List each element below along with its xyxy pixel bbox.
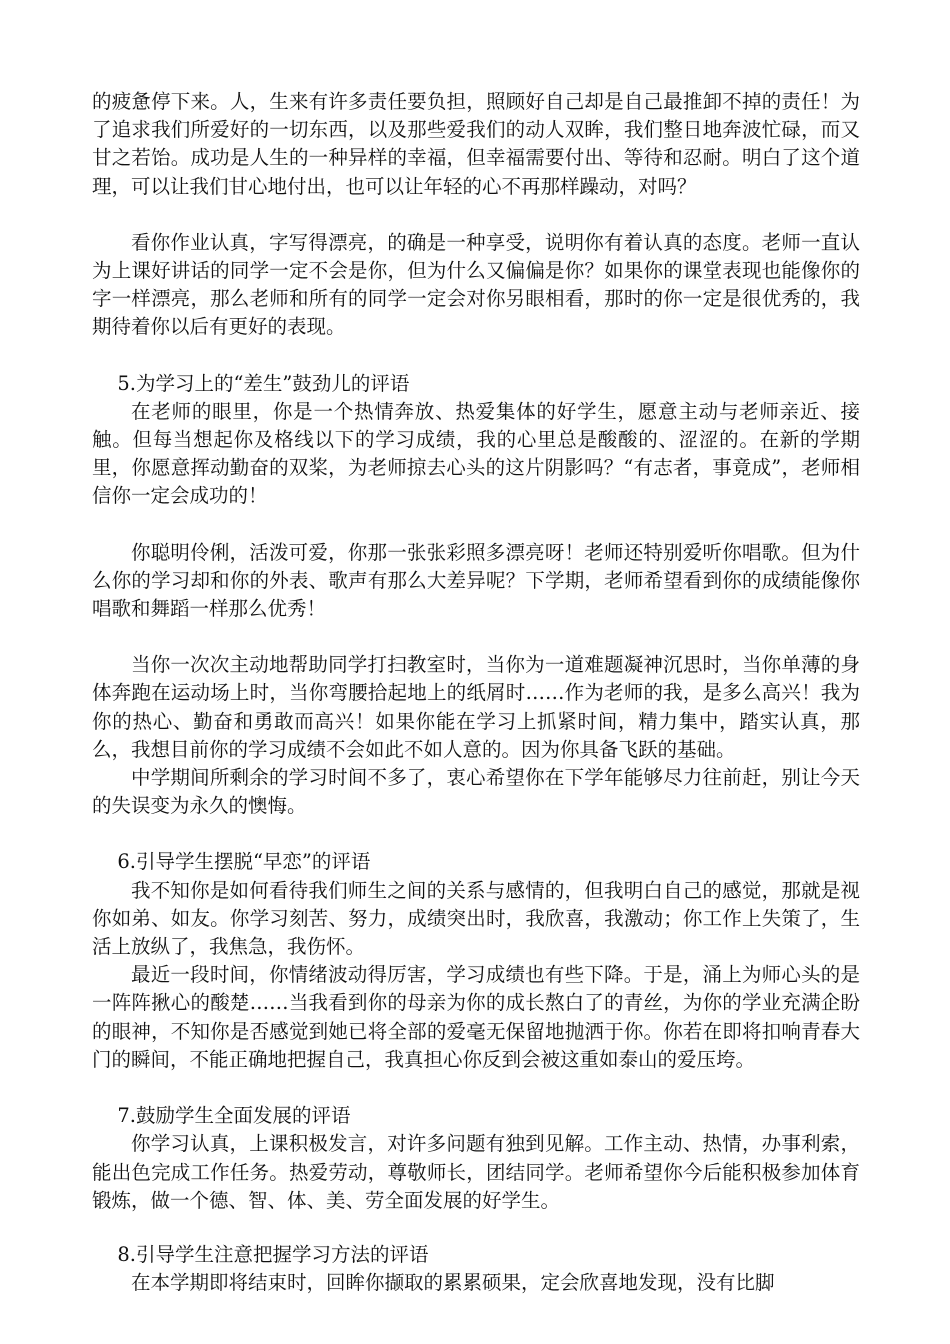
- paragraph: 中学期间所剩余的学习时间不多了，衷心希望你在下学年能够尽力往前赶，别让今天的失误变为永久的懊悔。: [92, 766, 860, 818]
- paragraph: 你学习认真，上课积极发言，对许多问题有独到见解。工作主动、热情，办事利索，能出色完成工作任务。热爱劳动，尊敬师长，团结同学。老师希望你今后能积极参加体育锻炼，做一个德、智、体、美、劳全面发展的好学生。: [92, 1132, 860, 1212]
- paragraph: 的疲惫停下来。人，生来有许多责任要负担，照顾好自己却是自己最推卸不掉的责任！为了追求我们所爱好的一切东西，以及那些爱我们的动人双眸，我们整日地奔波忙碌，而又甘之若饴。成功是人生的一种异样的幸福，但幸福需要付出、等待和忍耐。明白了这个道理，可以让我们甘心地付出，也可以让年轻的心不再那样躁动，对吗？: [92, 90, 860, 198]
- paragraph: 你聪明伶俐，活泼可爱，你那一张张彩照多漂亮呀！老师还特别爱听你唱歌。但为什么你的学习却和你的外表、歌声有那么大差异呢？下学期，老师希望看到你的成绩能像你唱歌和舞蹈一样那么优秀！: [92, 540, 860, 621]
- paragraph: 我不知你是如何看待我们师生之间的关系与感情的，但我明白自己的感觉，那就是视你如弟、如友。你学习刻苦、努力，成绩突出时，我欣喜，我激动；你工作上失策了，生活上放纵了，我焦急，我伤怀。: [92, 878, 860, 959]
- paragraph: 当你一次次主动地帮助同学打扫教室时，当你为一道难题凝神沉思时，当你单薄的身体奔跑在运动场上时，当你弯腰拾起地上的纸屑时……作为老师的我，是多么高兴！我为你的热心、勤奋和勇敢而高兴！如果你能在学习上抓紧时间，精力集中，踏实认真，那么，我想目前你的学习成绩不会如此不如人意的。因为你具备飞跃的基础。: [92, 653, 860, 761]
- paragraph: 看你作业认真，字写得漂亮，的确是一种享受，说明你有着认真的态度。老师一直认为上课好讲话的同学一定不会是你，但为什么又偏偏是你？如果你的课堂表现也能像你的字一样漂亮，那么老师和所有的同学一定会对你另眼相看，那时的你一定是很优秀的，我期待着你以后有更好的表现。: [92, 230, 860, 339]
- section-heading: 8.引导学生注意把握学习方法的评语: [117, 1242, 429, 1266]
- paragraph: 在本学期即将结束时，回眸你撷取的累累硕果，定会欣喜地发现，没有比脚: [131, 1271, 775, 1295]
- section-heading: 6.引导学生摆脱“早恋”的评语: [117, 850, 371, 874]
- section-heading: 5.为学习上的“差生”鼓劲儿的评语: [117, 371, 410, 395]
- section-heading: 7.鼓励学生全面发展的评语: [117, 1104, 351, 1128]
- paragraph: 最近一段时间，你情绪波动得厉害，学习成绩也有些下降。于是，涌上为师心头的是一阵阵揪心的酸楚……当我看到你的母亲为你的成长熬白了的青丝，为你的学业充满企盼的眼神，不知你是否感觉到她已将全部的爱毫无保留地抛洒于你。你若在即将扣响青春大门的瞬间，不能正确地把握自己，我真担心你反到会被这重如泰山的爱压垮。: [92, 963, 860, 1071]
- paragraph: 在老师的眼里，你是一个热情奔放、热爱集体的好学生，愿意主动与老师亲近、接触。但每当想起你及格线以下的学习成绩，我的心里总是酸酸的、涩涩的。在新的学期里，你愿意挥动勤奋的双桨，为老师掠去心头的这片阴影吗？“有志者，事竟成”，老师相信你一定会成功的！: [92, 399, 860, 508]
- document-page: [92, 88, 860, 1297]
